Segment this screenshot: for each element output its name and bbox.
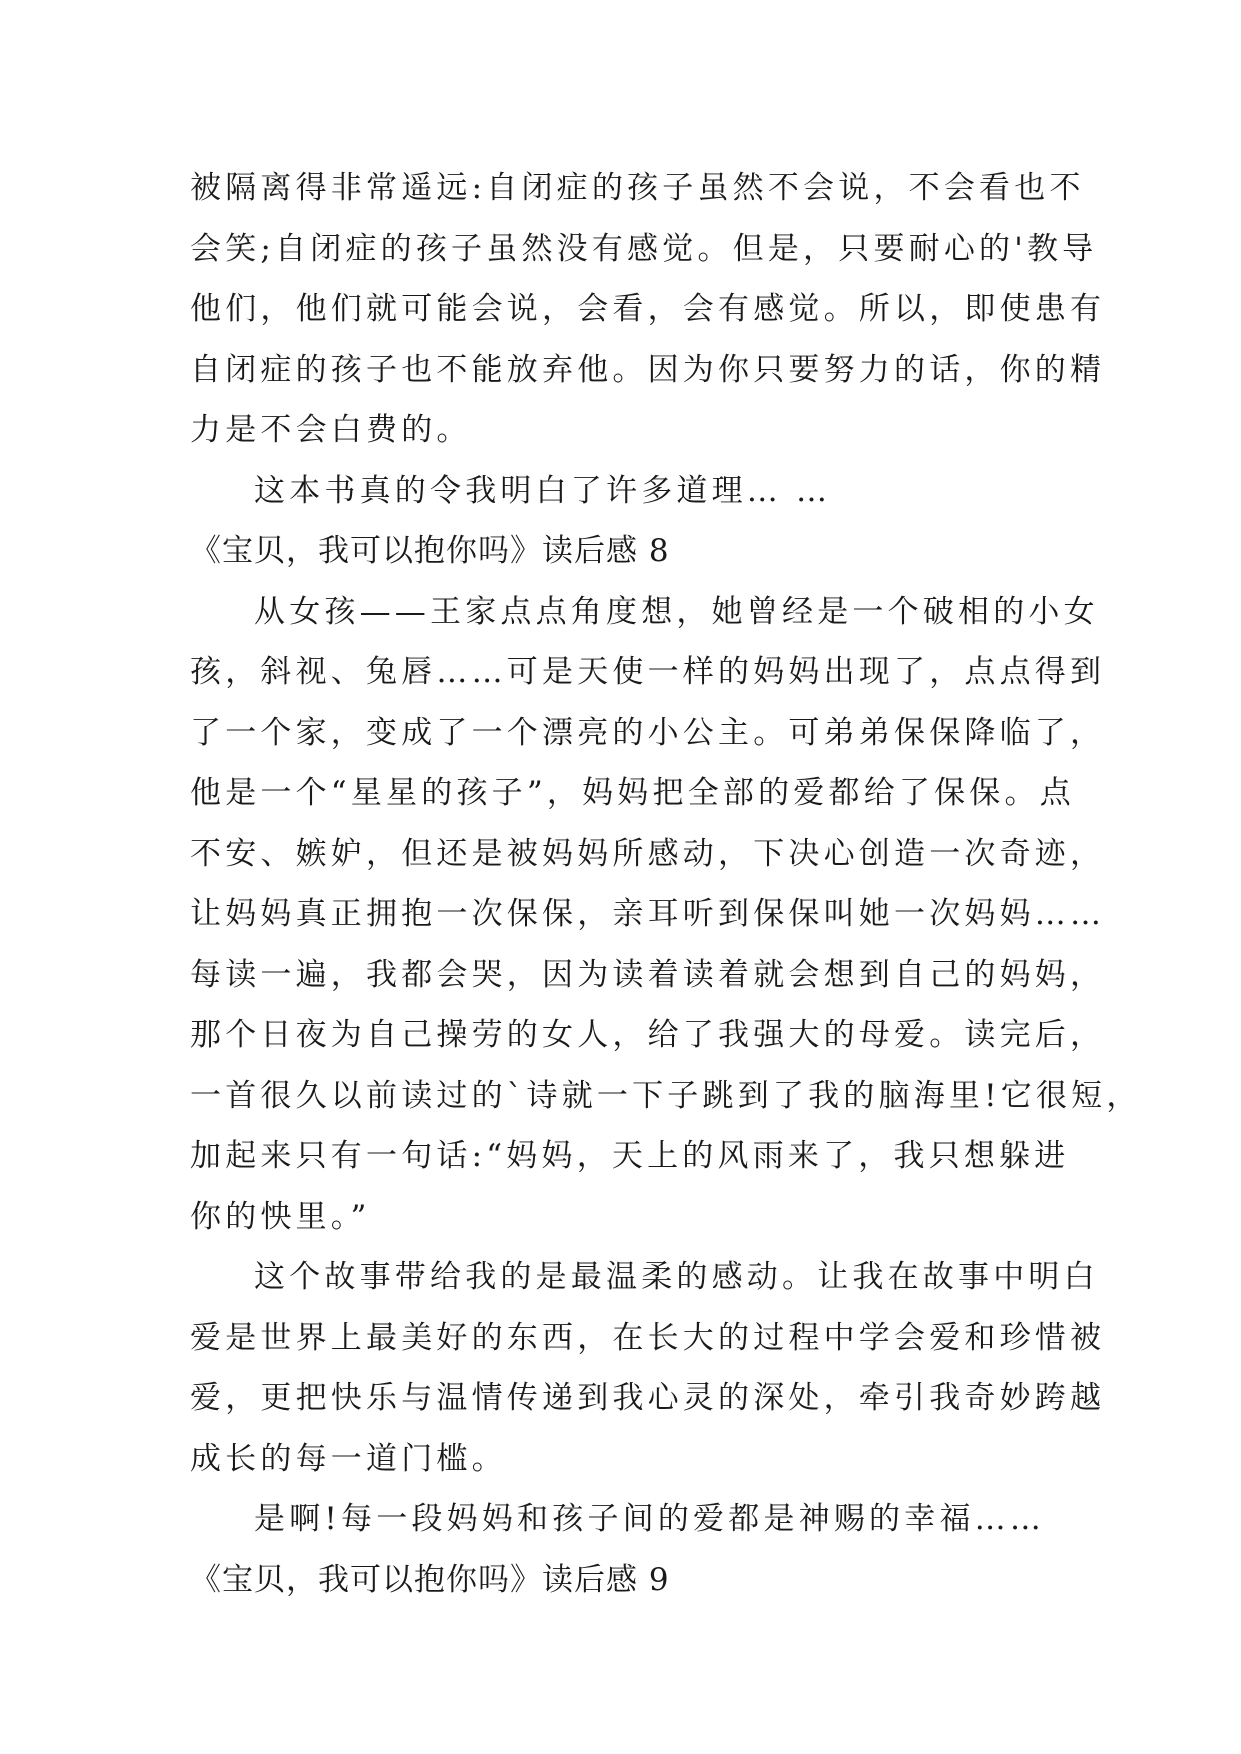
text-line: 不安、嫉妒，但还是被妈妈所感动，下决心创造一次奇迹， [190,835,1106,872]
text-line: 会笑;自闭症的孩子虽然没有感觉。但是，只要耐心的'教导 [190,230,1098,267]
text-line: 那个日夜为自己操劳的女人，给了我强大的母爱。读完后， [190,1017,1106,1053]
text-line: 加起来只有一句话:“妈妈，天上的风雨来了，我只想躲进 [190,1138,1070,1174]
text-line: 孩，斜视、兔唇……可是天使一样的妈妈出现了，点点得到 [190,654,1106,690]
paragraph-first-line: 是啊!每一段妈妈和孩子间的爱都是神赐的幸福…… [254,1501,1046,1537]
section-heading: 《宝贝，我可以抱你吗》读后感 8 [190,533,670,569]
text-line: 让妈妈真正拥抱一次保保，亲耳听到保保叫她一次妈妈…… [190,896,1106,932]
document-body [190,158,1142,1610]
text-line: 力是不会白费的。 [190,412,472,448]
text-line: 一首很久以前读过的`诗就一下子跳到了我的脑海里!它很短， [190,1077,1142,1114]
text-line: 他们，他们就可能会说，会看，会有感觉。所以，即使患有 [190,291,1106,327]
text-line: 自闭症的孩子也不能放弃他。因为你只要努力的话，你的精 [190,351,1106,388]
text-line: 他是一个“星星的孩子”，妈妈把全部的爱都给了保保。点 [190,775,1075,811]
paragraph-first-line: 这个故事带给我的是最温柔的感动。让我在故事中明白 [254,1259,1099,1295]
section-heading: 《宝贝，我可以抱你吗》读后感 9 [190,1561,670,1598]
text-line: 每读一遍，我都会哭，因为读着读着就会想到自己的妈妈， [190,956,1106,993]
text-line: 了一个家，变成了一个漂亮的小公主。可弟弟保保降临了， [190,714,1106,751]
text-line: 被隔离得非常遥远:自闭症的孩子虽然不会说，不会看也不 [190,170,1085,206]
text-line: 爱，更把快乐与温情传递到我心灵的深处，牵引我奇妙跨越 [190,1380,1106,1416]
text-line: 爱是世界上最美好的东西，在长大的过程中学会爱和珍惜被 [190,1319,1106,1356]
text-line: 你的怏里。” [190,1198,371,1235]
text-line: 成长的每一道门槛。 [190,1440,507,1477]
paragraph-first-line: 这本书真的令我明白了许多道理… … [254,472,832,509]
paragraph-first-line: 从女孩——王家点点角度想，她曾经是一个破相的小女 [254,593,1099,630]
